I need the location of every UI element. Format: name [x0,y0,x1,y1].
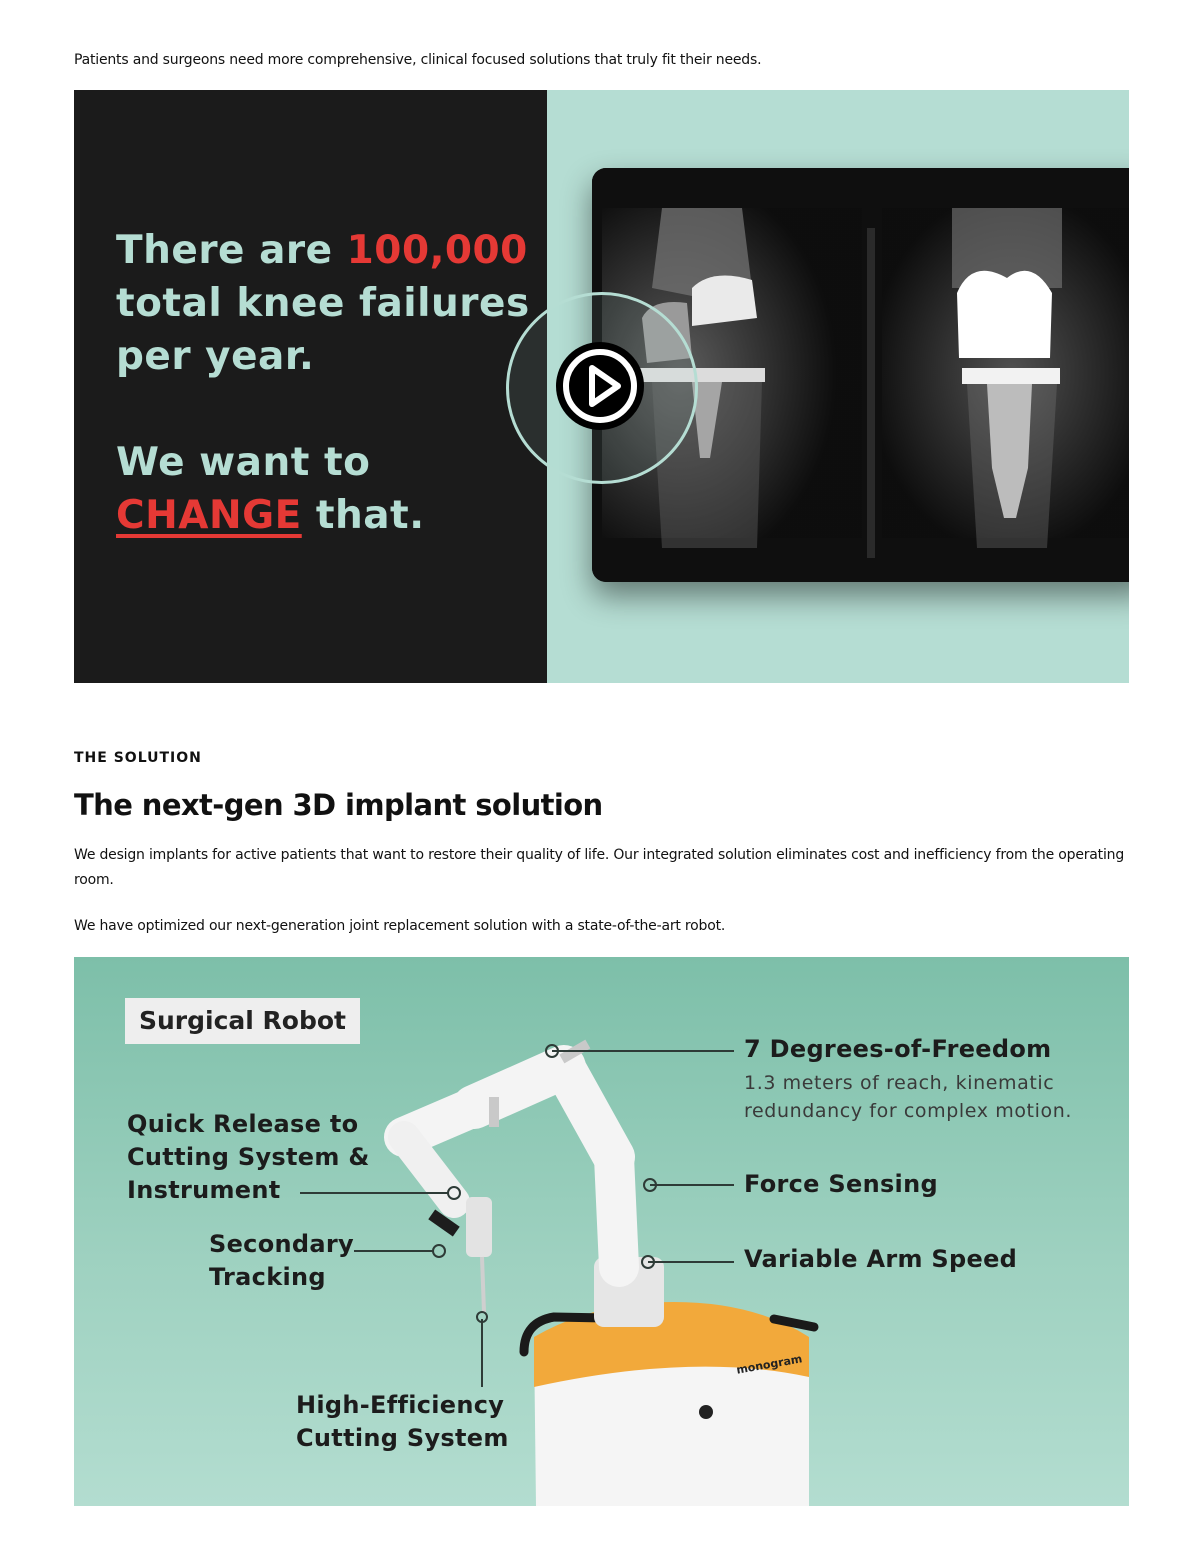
play-icon [556,342,644,430]
change-word: CHANGE [116,493,302,538]
feature-quick2: Cutting System & [127,1143,370,1171]
play-button[interactable] [556,342,644,430]
feature-cutting1: High-Efficiency [296,1391,505,1419]
solution-paragraph-2: We have optimized our next-generation joint replacement solution with a state-of-the-art robot. [74,918,726,934]
headline-line4: We want to [116,440,371,485]
headline-line2: total knee failures [116,281,530,326]
feature-dof-title: 7 Degrees-of-Freedom [744,1035,1052,1063]
section-title: The next-gen 3D implant solution [74,788,603,822]
headline-line3: per year. [116,334,315,379]
feature-dof-sub2: redundancy for complex motion. [744,1100,1072,1122]
brand-logo: monogram [735,1352,804,1377]
hero-video[interactable] [74,90,1129,683]
section-eyebrow: THE SOLUTION [74,750,202,766]
feature-force: Force Sensing [744,1170,938,1198]
headline-line1: There are [116,228,347,273]
headline-line5: that. [301,493,425,538]
failure-count: 100,000 [346,228,528,273]
feature-quick1: Quick Release to [127,1110,359,1138]
feature-cutting2: Cutting System [296,1424,509,1452]
intro-text: Patients and surgeons need more comprehensive, clinical focused solutions that truly fit their needs. [74,52,762,68]
feature-secondary2: Tracking [209,1263,326,1291]
feature-speed: Variable Arm Speed [744,1245,1018,1273]
robot-tag: Surgical Robot [125,998,360,1044]
feature-secondary1: Secondary [209,1230,354,1258]
surgical-robot-diagram [74,957,1129,1506]
hero-text-panel [74,90,547,683]
hero-headline [116,224,530,542]
solution-paragraph-1: We design implants for active patients that want to restore their quality of life. Our integrated solution eliminates cost and inefficiency from the operating room. [74,847,1125,888]
feature-dof-sub1: 1.3 meters of reach, kinematic [744,1072,1055,1094]
feature-quick3: Instrument [127,1176,281,1204]
